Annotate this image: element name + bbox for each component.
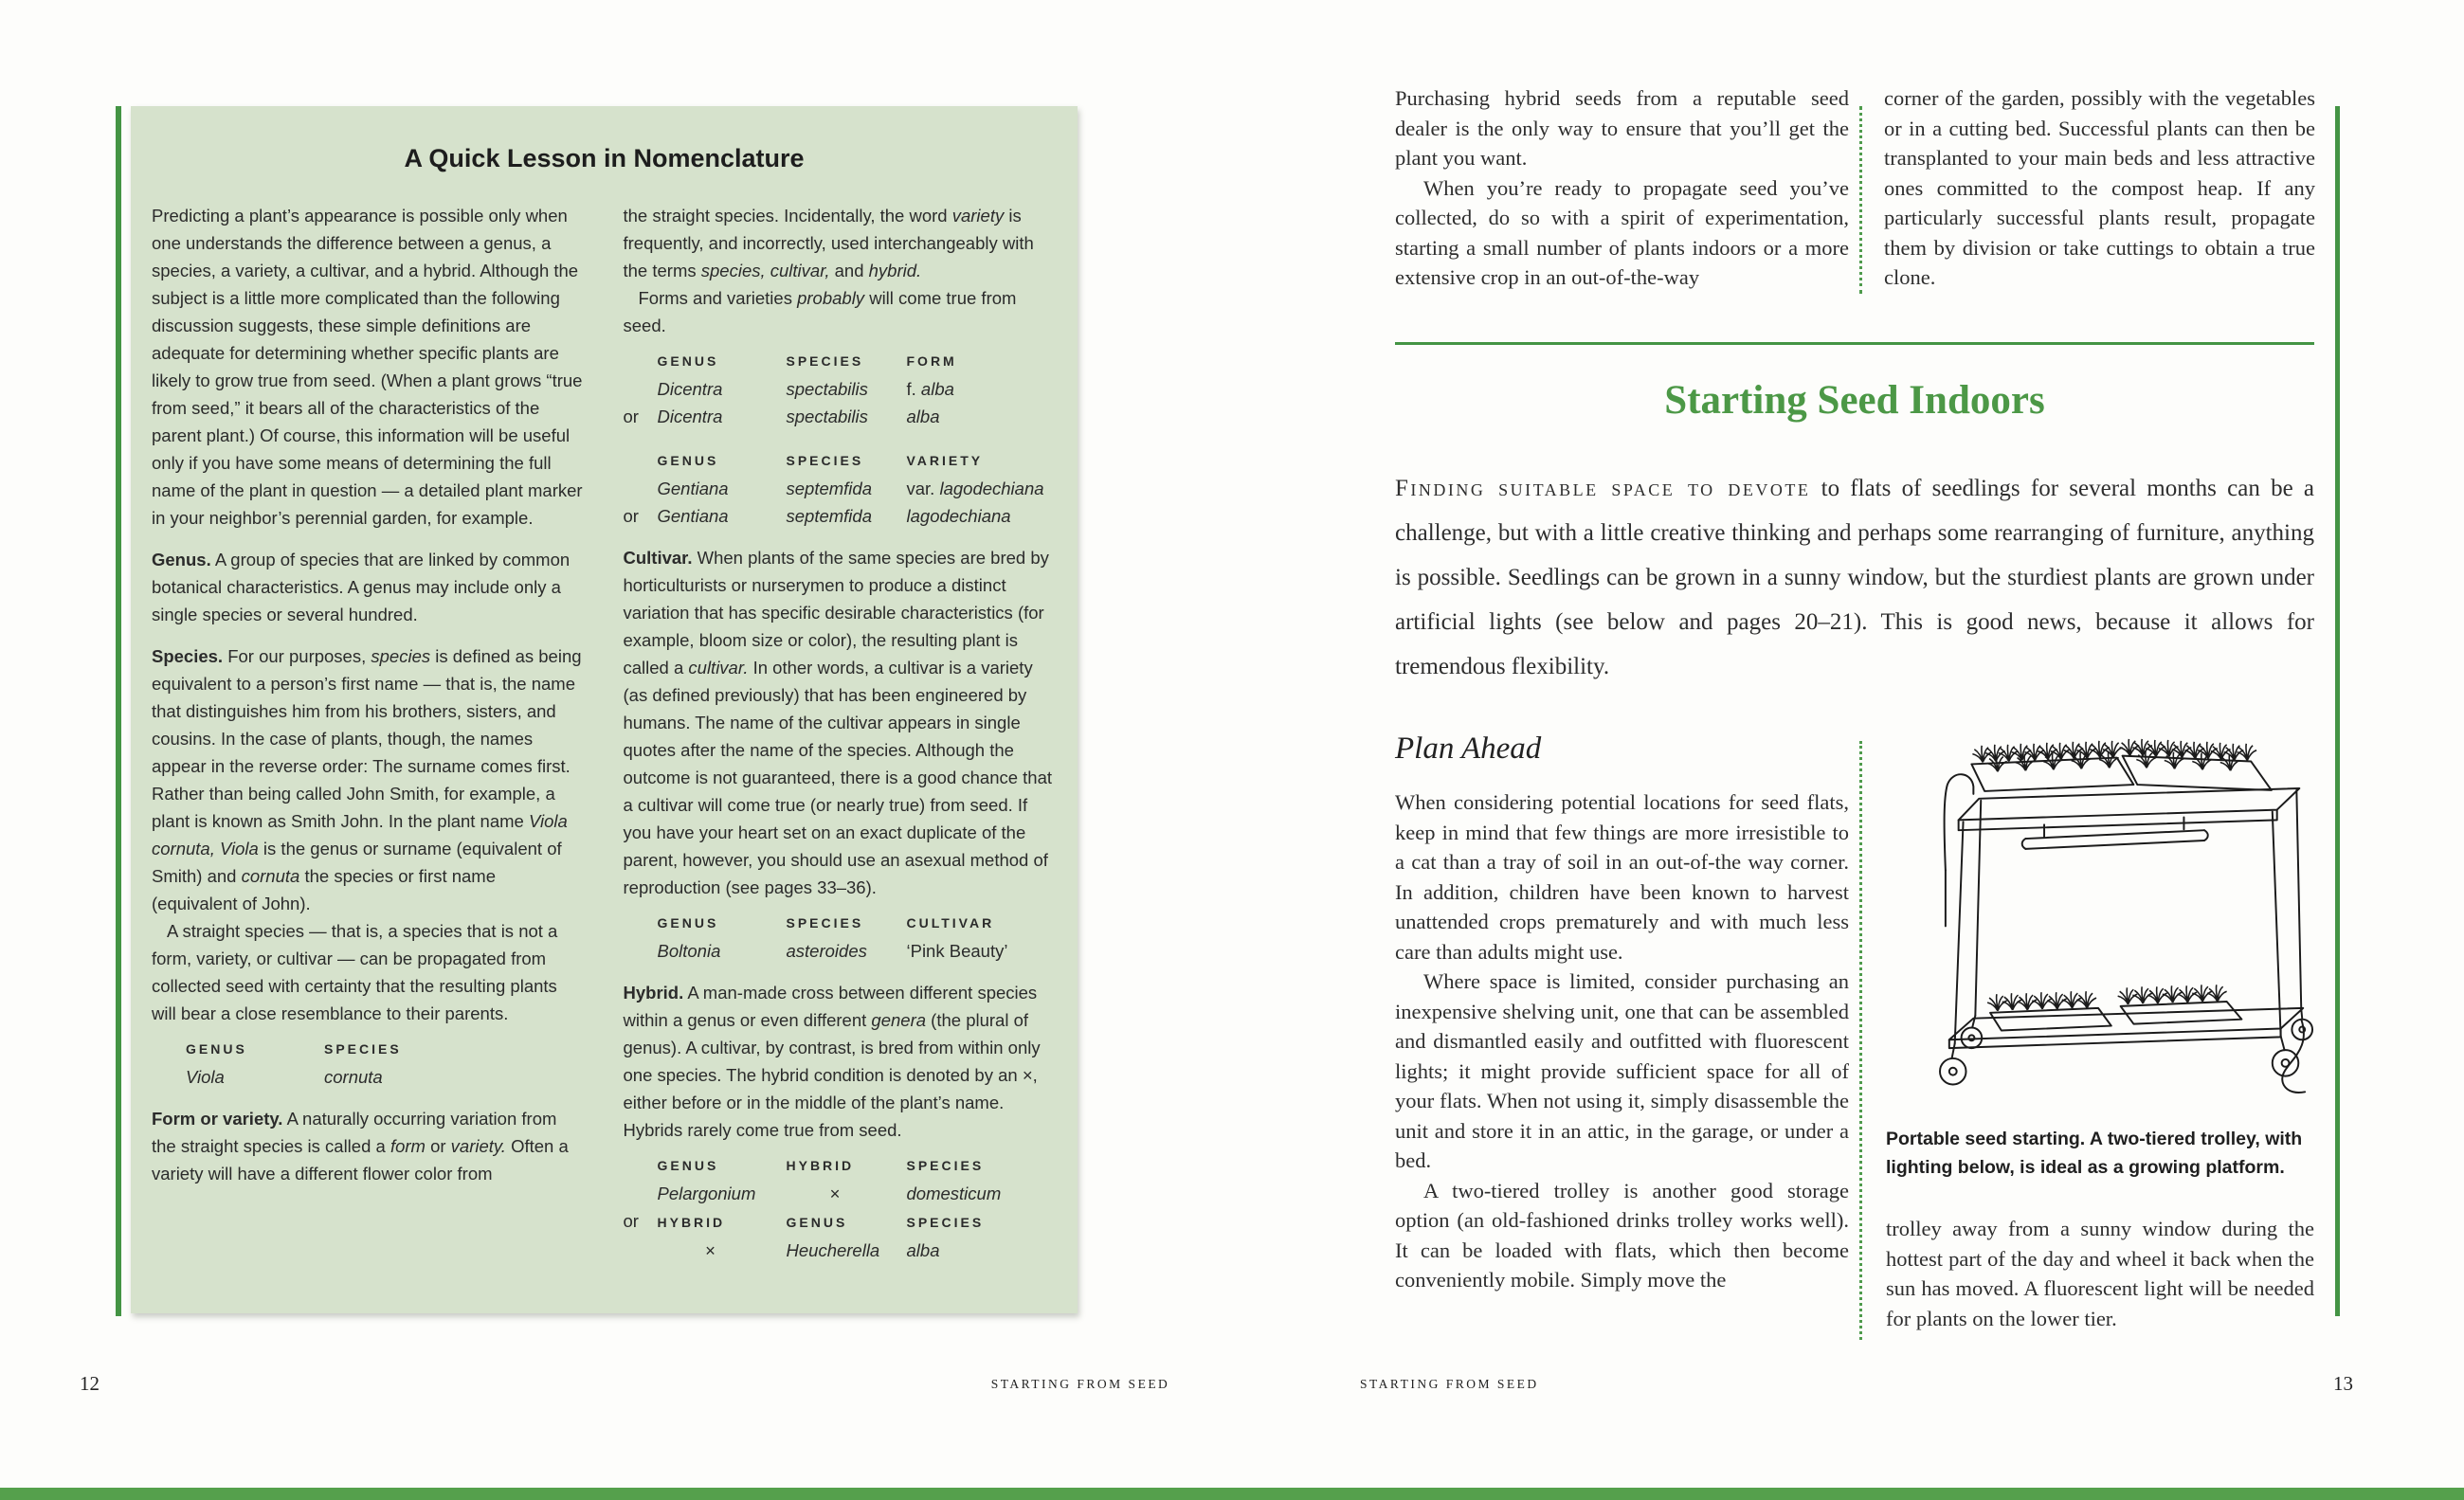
page-number-left: 12: [80, 1372, 100, 1395]
bottom-green-band: [0, 1488, 2464, 1500]
hybrid-definition: Hybrid. A man-made cross between different species within a genus or even different genera (the plural of genus). A cultivar, by contrast, is bred from within only one species. The hybrid condition is denoted by an ×, either before or in the middle of the plant’s name. Hybrids rarely come true from seed.: [623, 983, 1041, 1140]
nomenclature-sidebar-box: [131, 106, 1078, 1313]
subsection-heading: Plan Ahead: [1395, 732, 1542, 766]
species-definition: Species. For our purposes, species is defined as being equivalent to a person’s first name — that is, the name that distinguishes him from his brothers, sisters, and cousins. In the case of plants, though, the names appear in the reverse order: The surname comes first. Rather than being called John Smith, for example, a plant is known as Smith John. In the plant name Viola cornuta, Viola is the genus or surname (equivalent of Smith) and cornuta the species or first name (equivalent of John).: [152, 646, 582, 913]
section-heading: Starting Seed Indoors: [1664, 378, 2045, 423]
nomenclature-table-viola: GENUS SPECIES Viola cornuta: [186, 1041, 402, 1087]
section-intro: Finding suitable space to devote to flats of seedlings for several months can be a challenge, but with a little creative thinking and perhaps some rearranging of furniture, anything is possible. Seedlings can be grown in a sunny window, but the sturdiest plants are grown under artificial lights (see below and pages 20–21). This is good news, because it allows for tremendous flexibility.: [1395, 476, 2314, 679]
top-column-right: [1884, 83, 2315, 293]
dotted-column-divider: [1859, 106, 1862, 294]
right-page-accent-bar: [2335, 106, 2340, 1316]
top-column-left: [1395, 83, 1849, 293]
paragraph: Forms and varieties probably will come true from seed.: [623, 288, 1017, 335]
illustration-column: [1886, 730, 2314, 1333]
page-number-right: 13: [2333, 1372, 2353, 1395]
paragraph: corner of the garden, possibly with the vegetables or in a cutting bed. Successful plants can then be transplanted to your main beds and less attractive ones committed to the compost heap. If any particularly successful plants result, propagate them by division or take cuttings to obtain a true clone.: [1884, 86, 2315, 289]
genus-definition: Genus. A group of species that are linked by common botanical characteristics. A genus may include only a single species or several hundred.: [152, 550, 571, 624]
paragraph: A two-tiered trolley is another good storage option (an old-fashioned drinks trolley works well). It can be loaded with flats, which then become conveniently mobile. Simply move the: [1395, 1178, 1849, 1292]
box-column-right: [624, 202, 1058, 1274]
nomenclature-table-cultivar: GENUS SPECIES CULTIVAR Boltonia asteroides ‘Pink Beauty’: [657, 915, 1008, 961]
paragraph: trolley away from a sunny window during the hottest part of the day and wheel it back when the sun has moved. A fluorescent light will be needed for plants on the lower tier.: [1886, 1217, 2314, 1330]
paragraph: When considering potential locations for seed flats, keep in mind that few things are more irresistible to a cat than a tray of soil in an out-of-the way corner. In addition, children have been known to harvest unattended crops prematurely and with much less care than adults might use.: [1395, 790, 1849, 964]
running-head-right: STARTING FROM SEED: [1360, 1377, 1539, 1391]
cultivar-definition: Cultivar. When plants of the same species are bred by horticulturists or nurserymen to produce a distinct variation that has specific desirable characteristics (for example, bloom size or color), the resulting plant is called a cultivar. In other words, a cultivar is a variety (as defined previously) that has been engineered by humans. The name of the cultivar appears in single quotes after the name of the species. Although the outcome is not guaranteed, there is a good chance that a cultivar will come true (or nearly true) from seed. If you have your heart set on an exact duplicate of the parent, however, you should use an asexual method of reproduction (see pages 33–36).: [623, 548, 1053, 897]
dotted-column-divider: [1859, 741, 1862, 1340]
paragraph: Purchasing hybrid seeds from a reputable seed dealer is the only way to ensure that you’ll get the plant you want.: [1395, 86, 1849, 170]
illustration-caption: Portable seed starting. A two-tiered trolley, with lighting below, is ideal as a growing platform.: [1886, 1129, 2303, 1178]
plan-ahead-column: [1395, 732, 1849, 1295]
form-variety-definition: Form or variety. A naturally occurring variation from the straight species is called a form or variety. Often a variety will have a different flower color from: [152, 1109, 569, 1184]
nomenclature-table-variety: GENUS SPECIES VARIETY Gentiana septemfida var. lagodechiana or Gentiana septemfida lagodechiana: [623, 453, 1044, 526]
nomenclature-table-hybrid: GENUS HYBRID SPECIES Pelargonium × domesticum or HYBRID GENUS SPECIES × Heucherella alba: [623, 1158, 1002, 1260]
box-column-left: [152, 202, 586, 1274]
trolley-illustration: [1886, 730, 2314, 1113]
box-title: A Quick Lesson in Nomenclature: [404, 144, 805, 172]
running-head-left: STARTING FROM SEED: [990, 1377, 1170, 1391]
paragraph: Where space is limited, consider purchasing an inexpensive shelving unit, one that can be assembled and dismantled easily and outfitted with fluorescent lights; it might provide sufficient space for all of your flats. When not using it, simply disassemble the unit and store it in an attic, in the garage, or under a bed.: [1395, 969, 1849, 1172]
nomenclature-table-form: GENUS SPECIES FORM Dicentra spectabilis f. alba or Dicentra spectabilis alba: [623, 353, 957, 426]
left-page-accent-bar: [116, 106, 121, 1316]
paragraph: the straight species. Incidentally, the word variety is frequently, and incorrectly, used interchangeably with the terms species, cultivar, and hybrid.: [623, 206, 1034, 280]
section-divider-rule: [1395, 342, 2314, 345]
paragraph: A straight species — that is, a species that is not a form, variety, or cultivar — can be propagated from collected seed with certainty that the resulting plants will bear a close resemblance to their parents.: [152, 921, 558, 1023]
paragraph: Predicting a plant’s appearance is possible only when one understands the difference between a genus, a species, a variety, a cultivar, and a hybrid. Although the subject is a little more complicated than the following discussion suggests, these simple definitions are adequate for determining whether specific plants are likely to grow true from seed. (When a plant grows “true from seed,” it bears all of the characteristics of the parent plant.) Of course, this information will be useful only if you have some means of determining the full name of the plant in question — a detailed plant marker in your neighbor’s perennial garden, for example.: [152, 206, 583, 528]
paragraph: When you’re ready to propagate seed you’ve collected, do so with a spirit of experimentation, starting a small number of plants indoors or a more extensive crop in an out-of-the-way: [1395, 175, 1849, 289]
